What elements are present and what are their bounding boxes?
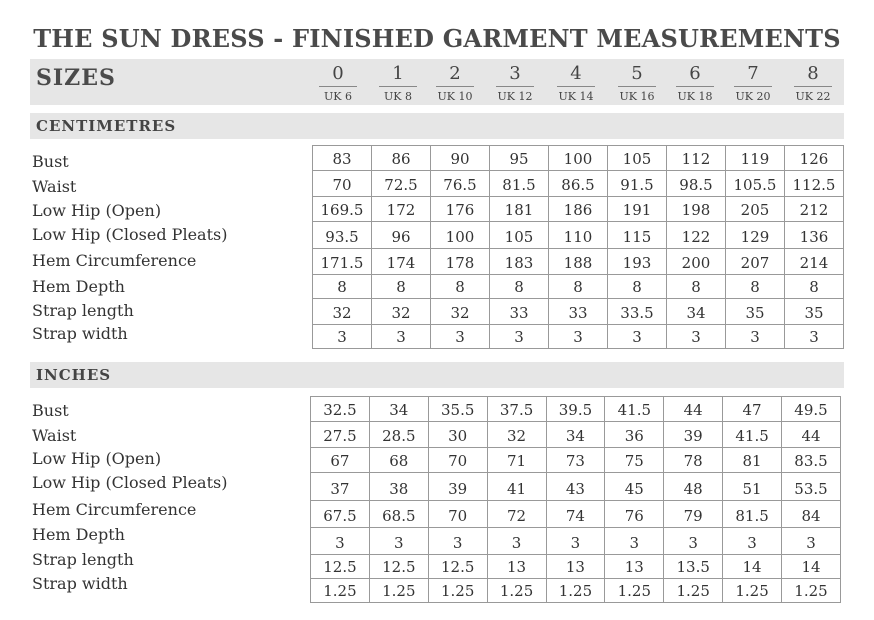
- table-row: [313, 325, 844, 349]
- table-cell: 3: [431, 325, 490, 349]
- row-label: Hem Circumference: [32, 251, 197, 270]
- size-number: 1: [379, 63, 417, 87]
- table-cell: 169.5: [313, 197, 372, 222]
- table-cell: 3: [782, 528, 841, 555]
- table-cell: 193: [608, 249, 667, 275]
- table-cell: 13: [487, 555, 546, 579]
- size-column-header: [728, 63, 778, 103]
- table-cell: 81.5: [723, 501, 782, 528]
- size-column-header: [430, 63, 480, 103]
- table-cell: 51: [723, 473, 782, 501]
- table-cell: 12.5: [428, 555, 487, 579]
- table-cell: 119: [726, 146, 785, 171]
- table-cell: 3: [726, 325, 785, 349]
- table-cell: 30: [428, 422, 487, 448]
- table-cell: 86.5: [549, 171, 608, 197]
- table-cell: 8: [549, 275, 608, 299]
- size-number: 7: [734, 63, 772, 87]
- row-label: Bust: [32, 401, 69, 420]
- table-cell: 39: [664, 422, 723, 448]
- table-cell: 49.5: [782, 397, 841, 422]
- table-cell: 8: [785, 275, 844, 299]
- inches-section-label: INCHES: [36, 366, 112, 384]
- table-cell: 178: [431, 249, 490, 275]
- table-cell: 1.25: [723, 579, 782, 603]
- inches-section-header: [30, 362, 844, 388]
- row-label: Low Hip (Closed Pleats): [32, 473, 228, 492]
- table-cell: 76: [605, 501, 664, 528]
- table-cell: 39: [428, 473, 487, 501]
- table-cell: 27.5: [311, 422, 370, 448]
- size-number: 4: [557, 63, 595, 87]
- table-cell: 43: [546, 473, 605, 501]
- table-cell: 74: [546, 501, 605, 528]
- table-cell: 191: [608, 197, 667, 222]
- size-uk: UK 14: [558, 90, 594, 103]
- table-row: [313, 197, 844, 222]
- table-cell: 53.5: [782, 473, 841, 501]
- centimetres-section-label: CENTIMETRES: [36, 117, 177, 135]
- row-label: Hem Depth: [32, 277, 125, 296]
- table-cell: 1.25: [782, 579, 841, 603]
- table-cell: 70: [313, 171, 372, 197]
- table-row: [313, 299, 844, 325]
- size-number: 6: [676, 63, 714, 87]
- table-cell: 38: [369, 473, 428, 501]
- table-cell: 44: [782, 422, 841, 448]
- size-uk: UK 16: [619, 90, 655, 103]
- table-cell: 174: [372, 249, 431, 275]
- table-cell: 1.25: [664, 579, 723, 603]
- table-cell: 67: [311, 448, 370, 473]
- table-cell: 1.25: [428, 579, 487, 603]
- table-cell: 34: [667, 299, 726, 325]
- table-cell: 205: [726, 197, 785, 222]
- table-cell: 183: [490, 249, 549, 275]
- table-cell: 13: [605, 555, 664, 579]
- row-label: Low Hip (Open): [32, 201, 162, 220]
- table-cell: 112.5: [785, 171, 844, 197]
- table-cell: 95: [490, 146, 549, 171]
- table-cell: 1.25: [605, 579, 664, 603]
- size-column-header: [313, 63, 363, 103]
- table-row: [313, 275, 844, 299]
- table-cell: 70: [428, 501, 487, 528]
- row-label: Waist: [32, 177, 77, 196]
- table-cell: 91.5: [608, 171, 667, 197]
- table-cell: 100: [431, 222, 490, 249]
- table-cell: 188: [549, 249, 608, 275]
- size-uk: UK 10: [437, 90, 473, 103]
- table-cell: 172: [372, 197, 431, 222]
- page-title: THE SUN DRESS - FINISHED GARMENT MEASUREMENTS: [33, 24, 841, 53]
- table-cell: 39.5: [546, 397, 605, 422]
- table-row: [311, 397, 841, 422]
- table-cell: 8: [313, 275, 372, 299]
- table-cell: 33: [549, 299, 608, 325]
- row-label: Bust: [32, 152, 69, 171]
- size-column-header: [551, 63, 601, 103]
- table-cell: 105: [608, 146, 667, 171]
- row-label: Waist: [32, 426, 77, 445]
- table-cell: 34: [546, 422, 605, 448]
- table-cell: 47: [723, 397, 782, 422]
- table-cell: 96: [372, 222, 431, 249]
- table-cell: 8: [608, 275, 667, 299]
- table-cell: 3: [313, 325, 372, 349]
- table-cell: 105: [490, 222, 549, 249]
- table-row: [311, 448, 841, 473]
- table-cell: 32: [487, 422, 546, 448]
- table-cell: 207: [726, 249, 785, 275]
- table-cell: 32: [313, 299, 372, 325]
- size-uk: UK 22: [795, 90, 831, 103]
- table-cell: 81.5: [490, 171, 549, 197]
- row-label: Low Hip (Open): [32, 449, 162, 468]
- table-cell: 1.25: [369, 579, 428, 603]
- centimetres-section-header: [30, 113, 844, 139]
- table-row: [311, 473, 841, 501]
- table-cell: 67.5: [311, 501, 370, 528]
- table-cell: 8: [726, 275, 785, 299]
- size-number: 3: [496, 63, 534, 87]
- table-row: [313, 249, 844, 275]
- size-column-header: [670, 63, 720, 103]
- table-row: [313, 146, 844, 171]
- table-cell: 3: [785, 325, 844, 349]
- inches-table: [310, 396, 841, 603]
- centimetres-table: [312, 145, 844, 349]
- size-number: 0: [319, 63, 357, 87]
- table-cell: 8: [667, 275, 726, 299]
- table-cell: 122: [667, 222, 726, 249]
- table-row: [311, 501, 841, 528]
- table-cell: 37.5: [487, 397, 546, 422]
- size-column-header: [373, 63, 423, 103]
- table-cell: 33.5: [608, 299, 667, 325]
- sizes-header: [30, 59, 844, 105]
- table-cell: 70: [428, 448, 487, 473]
- table-cell: 3: [428, 528, 487, 555]
- table-cell: 93.5: [313, 222, 372, 249]
- table-cell: 14: [723, 555, 782, 579]
- table-cell: 129: [726, 222, 785, 249]
- table-cell: 72.5: [372, 171, 431, 197]
- table-cell: 214: [785, 249, 844, 275]
- table-cell: 32.5: [311, 397, 370, 422]
- table-cell: 12.5: [311, 555, 370, 579]
- table-cell: 3: [608, 325, 667, 349]
- row-label: Hem Depth: [32, 525, 125, 544]
- table-cell: 112: [667, 146, 726, 171]
- table-cell: 3: [490, 325, 549, 349]
- table-cell: 105.5: [726, 171, 785, 197]
- table-cell: 13.5: [664, 555, 723, 579]
- table-cell: 75: [605, 448, 664, 473]
- table-cell: 3: [546, 528, 605, 555]
- table-cell: 171.5: [313, 249, 372, 275]
- table-row: [311, 528, 841, 555]
- table-cell: 136: [785, 222, 844, 249]
- table-cell: 45: [605, 473, 664, 501]
- table-cell: 35: [785, 299, 844, 325]
- size-uk: UK 6: [324, 90, 352, 103]
- table-row: [313, 222, 844, 249]
- table-cell: 198: [667, 197, 726, 222]
- size-number: 2: [436, 63, 474, 87]
- table-cell: 8: [431, 275, 490, 299]
- table-cell: 90: [431, 146, 490, 171]
- table-cell: 8: [490, 275, 549, 299]
- table-cell: 1.25: [487, 579, 546, 603]
- table-cell: 35: [726, 299, 785, 325]
- table-cell: 48: [664, 473, 723, 501]
- size-column-header: [490, 63, 540, 103]
- table-cell: 32: [372, 299, 431, 325]
- table-cell: 71: [487, 448, 546, 473]
- sizes-label: SIZES: [36, 65, 116, 91]
- table-cell: 35.5: [428, 397, 487, 422]
- size-uk: UK 8: [384, 90, 412, 103]
- table-cell: 1.25: [311, 579, 370, 603]
- table-cell: 110: [549, 222, 608, 249]
- size-uk: UK 12: [497, 90, 533, 103]
- table-cell: 3: [372, 325, 431, 349]
- table-cell: 3: [487, 528, 546, 555]
- size-uk: UK 20: [735, 90, 771, 103]
- table-cell: 126: [785, 146, 844, 171]
- table-row: [311, 422, 841, 448]
- table-cell: 84: [782, 501, 841, 528]
- table-cell: 76.5: [431, 171, 490, 197]
- table-cell: 186: [549, 197, 608, 222]
- table-cell: 33: [490, 299, 549, 325]
- table-cell: 115: [608, 222, 667, 249]
- table-cell: 3: [723, 528, 782, 555]
- table-cell: 83.5: [782, 448, 841, 473]
- table-cell: 41.5: [605, 397, 664, 422]
- row-label: Strap length: [32, 550, 134, 569]
- table-cell: 14: [782, 555, 841, 579]
- table-cell: 1.25: [546, 579, 605, 603]
- size-uk: UK 18: [677, 90, 713, 103]
- table-cell: 98.5: [667, 171, 726, 197]
- table-cell: 13: [546, 555, 605, 579]
- table-cell: 8: [372, 275, 431, 299]
- table-cell: 3: [369, 528, 428, 555]
- table-cell: 68.5: [369, 501, 428, 528]
- table-cell: 12.5: [369, 555, 428, 579]
- table-cell: 3: [664, 528, 723, 555]
- table-cell: 81: [723, 448, 782, 473]
- table-cell: 3: [311, 528, 370, 555]
- table-cell: 68: [369, 448, 428, 473]
- row-label: Strap width: [32, 574, 128, 593]
- table-cell: 100: [549, 146, 608, 171]
- table-cell: 78: [664, 448, 723, 473]
- table-cell: 3: [549, 325, 608, 349]
- row-label: Strap width: [32, 324, 128, 343]
- table-cell: 212: [785, 197, 844, 222]
- table-cell: 34: [369, 397, 428, 422]
- table-cell: 44: [664, 397, 723, 422]
- table-cell: 36: [605, 422, 664, 448]
- table-cell: 72: [487, 501, 546, 528]
- table-cell: 86: [372, 146, 431, 171]
- table-cell: 32: [431, 299, 490, 325]
- table-cell: 181: [490, 197, 549, 222]
- table-cell: 37: [311, 473, 370, 501]
- row-label: Low Hip (Closed Pleats): [32, 225, 228, 244]
- table-cell: 28.5: [369, 422, 428, 448]
- table-cell: 41.5: [723, 422, 782, 448]
- size-number: 8: [794, 63, 832, 87]
- row-label: Strap length: [32, 301, 134, 320]
- table-cell: 73: [546, 448, 605, 473]
- table-cell: 3: [667, 325, 726, 349]
- table-cell: 79: [664, 501, 723, 528]
- size-column-header: [612, 63, 662, 103]
- table-cell: 83: [313, 146, 372, 171]
- table-cell: 200: [667, 249, 726, 275]
- table-row: [311, 555, 841, 579]
- table-cell: 176: [431, 197, 490, 222]
- table-row: [311, 579, 841, 603]
- table-cell: 3: [605, 528, 664, 555]
- row-label: Hem Circumference: [32, 500, 197, 519]
- size-column-header: [788, 63, 838, 103]
- table-row: [313, 171, 844, 197]
- size-number: 5: [618, 63, 656, 87]
- table-cell: 41: [487, 473, 546, 501]
